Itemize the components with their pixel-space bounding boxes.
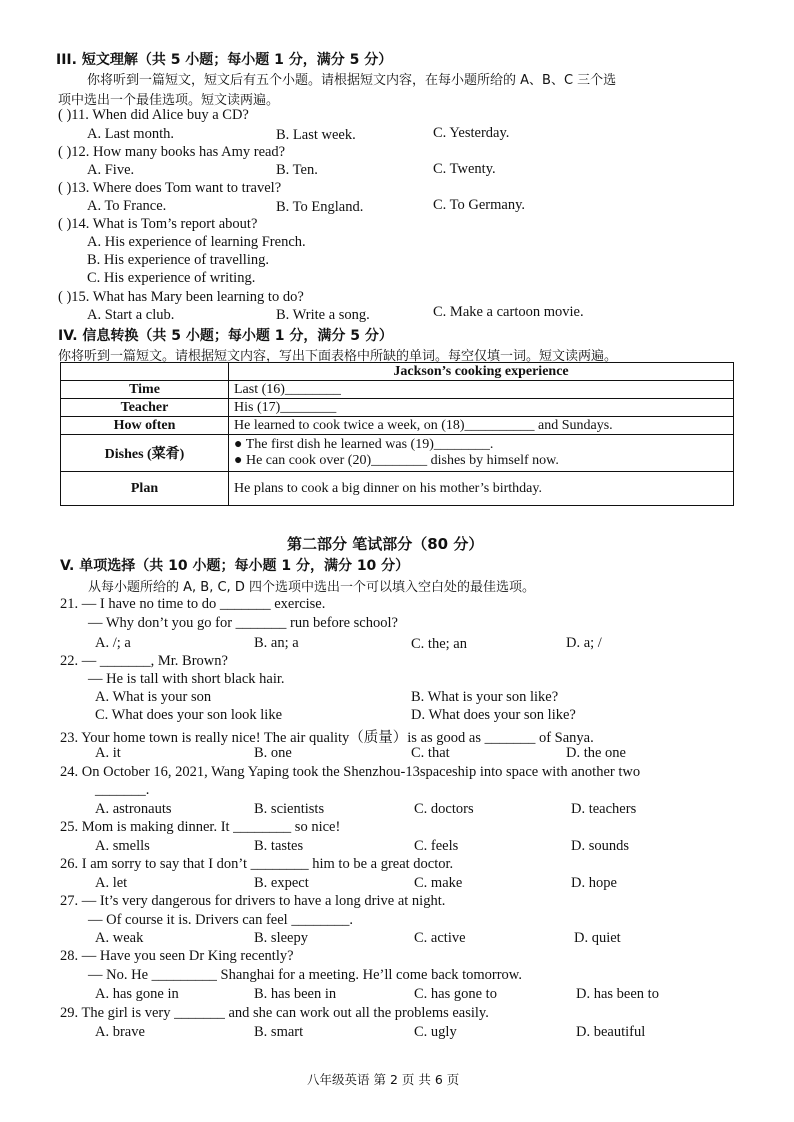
q11-option-c: C. Yesterday. [433, 125, 510, 141]
q12-option-a: A. Five. [87, 162, 135, 178]
section-iii-instruction-1: 你将听到一篇短文，短文后有五个小题。请根据短文内容，在每小题所给的 A、B、C 三个选 [87, 73, 617, 88]
q21-option-a: A. /; a [95, 635, 131, 651]
q25-line-1: 25. Mom is making dinner. It ________ so nice! [60, 819, 341, 835]
cooking-info-table [60, 362, 734, 506]
section-iv-header: IV. 信息转换（共 5 小题；每小题 1 分，满分 5 分） [58, 328, 393, 344]
q21-line-1: 21. — I have no time to do _______ exercise. [60, 596, 326, 612]
label-how-often: How often [61, 417, 229, 435]
q14-option-c: C. His experience of writing. [87, 270, 256, 286]
q11-stem: ( )11. When did Alice buy a CD? [58, 107, 249, 123]
part-two-title: 第二部分 笔试部分（80 分） [287, 535, 484, 553]
table-cell [61, 363, 229, 381]
q27-line-1: 27. — It’s very dangerous for drivers to have a long drive at night. [60, 893, 446, 909]
section-v-instruction: 从每小题所给的 A, B, C, D 四个选项中选出一个可以填入空白处的最佳选项。 [88, 580, 535, 595]
q14-stem: ( )14. What is Tom’s report about? [58, 216, 258, 232]
q22-line-2: — He is tall with short black hair. [88, 671, 285, 687]
label-teacher: Teacher [61, 399, 229, 417]
q26-option-d: D. hope [571, 875, 617, 891]
section-iv-instruction: 你将听到一篇短文。请根据短文内容，写出下面表格中所缺的单词。每空仅填一词。短文读两遍。 [58, 349, 618, 364]
q29-option-a: A. brave [95, 1024, 145, 1040]
q22-line-1: 22. — _______, Mr. Brown? [60, 653, 228, 669]
q23-option-b: B. one [254, 745, 292, 761]
table-row [61, 399, 734, 417]
q28-line-2: — No. He _________ Shanghai for a meeting. He’ll come back tomorrow. [88, 967, 522, 983]
q28-option-a: A. has gone in [95, 986, 179, 1002]
q24-option-c: C. doctors [414, 801, 474, 817]
q28-option-d: D. has been to [576, 986, 659, 1002]
q21-line-2: — Why don’t you go for _______ run before school? [88, 615, 398, 631]
q24-option-b: B. scientists [254, 801, 325, 817]
label-time: Time [61, 381, 229, 399]
q11-option-a: A. Last month. [87, 126, 174, 142]
q27-option-b: B. sleepy [254, 930, 308, 946]
q12-option-b: B. Ten. [276, 162, 318, 178]
q13-option-b: B. To England. [276, 199, 364, 215]
page-footer: 八年级英语 第 2 页 共 6 页 [307, 1072, 460, 1087]
q24-option-a: A. astronauts [95, 801, 172, 817]
q26-option-b: B. expect [254, 875, 309, 891]
q29-option-d: D. beautiful [576, 1024, 646, 1040]
q15-option-b: B. Write a song. [276, 307, 370, 323]
q29-option-c: C. ugly [414, 1024, 457, 1040]
q23-option-a: A. it [95, 745, 121, 761]
q23-option-d: D. the one [566, 745, 626, 761]
q24-option-d: D. teachers [571, 801, 637, 817]
q22-option-c: C. What does your son look like [95, 707, 283, 723]
q28-option-c: C. has gone to [414, 986, 497, 1002]
q12-stem: ( )12. How many books has Amy read? [58, 144, 286, 160]
q15-stem: ( )15. What has Mary been learning to do? [58, 289, 304, 305]
q12-option-c: C. Twenty. [433, 161, 496, 177]
q26-line-1: 26. I am sorry to say that I don’t ________ him to be a great doctor. [60, 856, 454, 872]
dishes-line-1: ● The first dish he learned was (19)________. [234, 437, 494, 452]
q25-option-d: D. sounds [571, 838, 630, 854]
value-time: Last (16)________ [229, 381, 734, 399]
table-row [61, 363, 734, 381]
section-v-header: V. 单项选择（共 10 小题；每小题 1 分，满分 10 分） [60, 558, 410, 574]
value-teacher: His (17)________ [229, 399, 734, 417]
table-row [61, 381, 734, 399]
section-iii-header: III. 短文理解（共 5 小题；每小题 1 分，满分 5 分） [56, 52, 393, 68]
label-plan: Plan [61, 472, 229, 506]
q28-line-1: 28. — Have you seen Dr King recently? [60, 948, 294, 964]
q25-option-b: B. tastes [254, 838, 304, 854]
q21-option-b: B. an; a [254, 635, 299, 651]
value-how-often: He learned to cook twice a week, on (18)__________ and Sundays. [229, 417, 734, 435]
q15-option-c: C. Make a cartoon movie. [433, 304, 584, 320]
q15-option-a: A. Start a club. [87, 307, 175, 323]
q27-option-c: C. active [414, 930, 466, 946]
q13-option-c: C. To Germany. [433, 197, 526, 213]
q23-line-1: 23. Your home town is really nice! The air quality（质量）is as good as _______ of Sanya. [60, 730, 594, 746]
q14-option-a: A. His experience of learning French. [87, 234, 306, 250]
q14-option-b: B. His experience of travelling. [87, 252, 269, 268]
q25-option-a: A. smells [95, 838, 150, 854]
q22-option-d: D. What does your son like? [411, 707, 576, 723]
q27-option-d: D. quiet [574, 930, 621, 946]
q27-line-2: — Of course it is. Drivers can feel ________. [88, 912, 353, 928]
value-plan: He plans to cook a big dinner on his mother’s birthday. [229, 472, 734, 506]
q13-stem: ( )13. Where does Tom want to travel? [58, 180, 282, 196]
value-dishes [229, 435, 734, 472]
q24-line-2: _______. [95, 782, 150, 798]
table-row [61, 417, 734, 435]
q28-option-b: B. has been in [254, 986, 337, 1002]
q22-option-b: B. What is your son like? [411, 689, 559, 705]
q27-option-a: A. weak [95, 930, 144, 946]
q21-option-d: D. a; / [566, 635, 602, 651]
q29-line-1: 29. The girl is very _______ and she can work out all the problems easily. [60, 1005, 489, 1021]
q11-option-b: B. Last week. [276, 127, 356, 143]
q23-option-c: C. that [411, 745, 450, 761]
table-title: Jackson’s cooking experience [229, 363, 734, 381]
q29-option-b: B. smart [254, 1024, 304, 1040]
q21-option-c: C. the; an [411, 636, 467, 652]
q26-option-a: A. let [95, 875, 128, 891]
table-row [61, 472, 734, 506]
dishes-line-2: ● He can cook over (20)________ dishes by himself now. [234, 453, 559, 468]
q13-option-a: A. To France. [87, 198, 167, 214]
q24-line-1: 24. On October 16, 2021, Wang Yaping took the Shenzhou-13spaceship into space with another two [60, 764, 641, 780]
section-iii-instruction-2: 项中选出一个最佳选项。短文读两遍。 [58, 93, 280, 108]
table-row [61, 435, 734, 472]
label-dishes: Dishes (菜肴) [61, 435, 229, 472]
q25-option-c: C. feels [414, 838, 459, 854]
q22-option-a: A. What is your son [95, 689, 212, 705]
q26-option-c: C. make [414, 875, 463, 891]
